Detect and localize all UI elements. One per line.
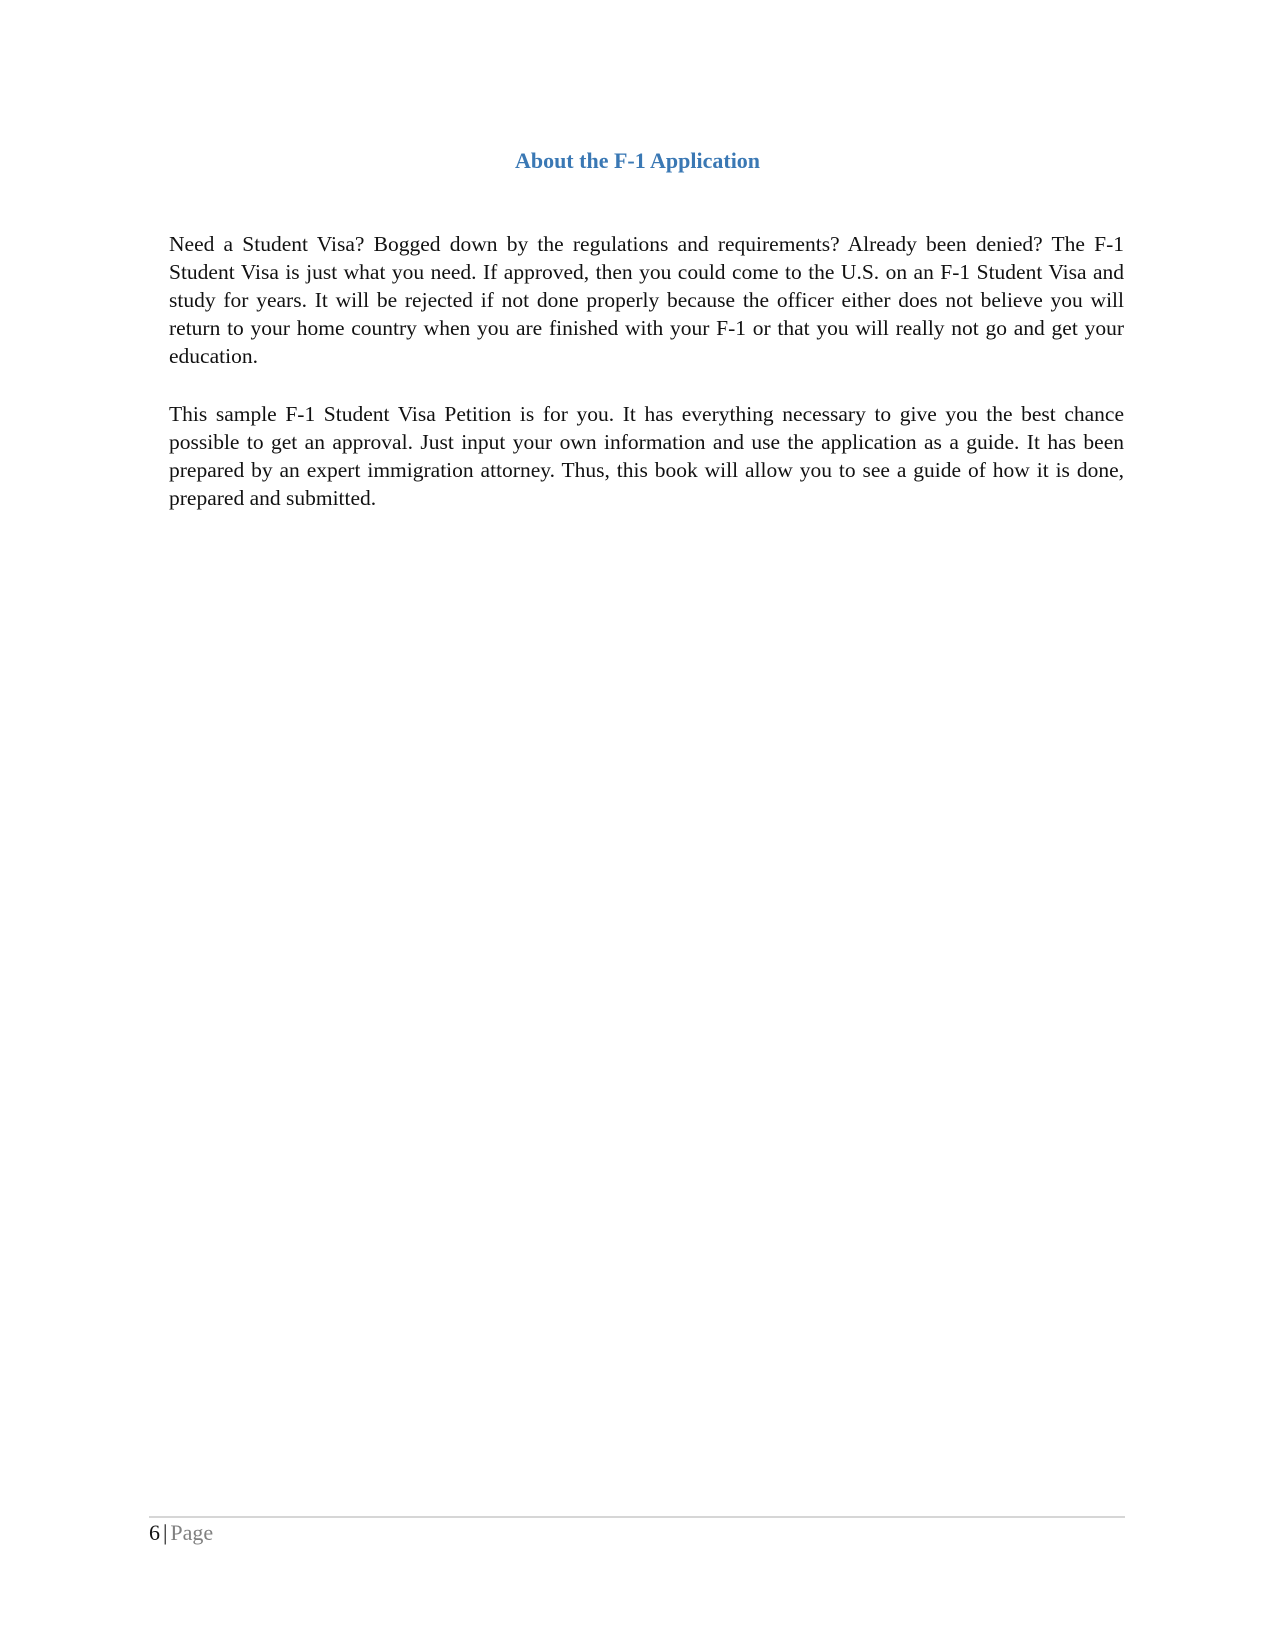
page-title: About the F-1 Application xyxy=(514,148,761,173)
footer-divider xyxy=(149,1516,1125,1518)
paragraph-text: Need a Student Visa? Bogged down by the regulations and requirements? Already been denied? The F-1 Student Visa is just what you need. If approved, then you could come to the U.S. on an F-1 Student Visa and study for years. It will be rejected if not done properly because the officer either does not believe you will return to your home country when you are finished with your F-1 or that you will really not go and get your education. xyxy=(169,232,1124,368)
page-footer xyxy=(149,1520,213,1546)
page-number: 6 xyxy=(149,1520,160,1545)
body-paragraph-1 xyxy=(169,230,1124,370)
footer-separator: | xyxy=(163,1520,168,1545)
page-label: Page xyxy=(170,1520,214,1545)
body-paragraph-2 xyxy=(169,400,1124,512)
paragraph-text: This sample F-1 Student Visa Petition is for you. It has everything necessary to give you the best chance possible to get an approval. Just input your own information and use the application as a guide. It has been prepared by an expert immigration attorney. Thus, this book will allow you to see a guide of how it is done, prepared and submitted. xyxy=(169,402,1124,510)
